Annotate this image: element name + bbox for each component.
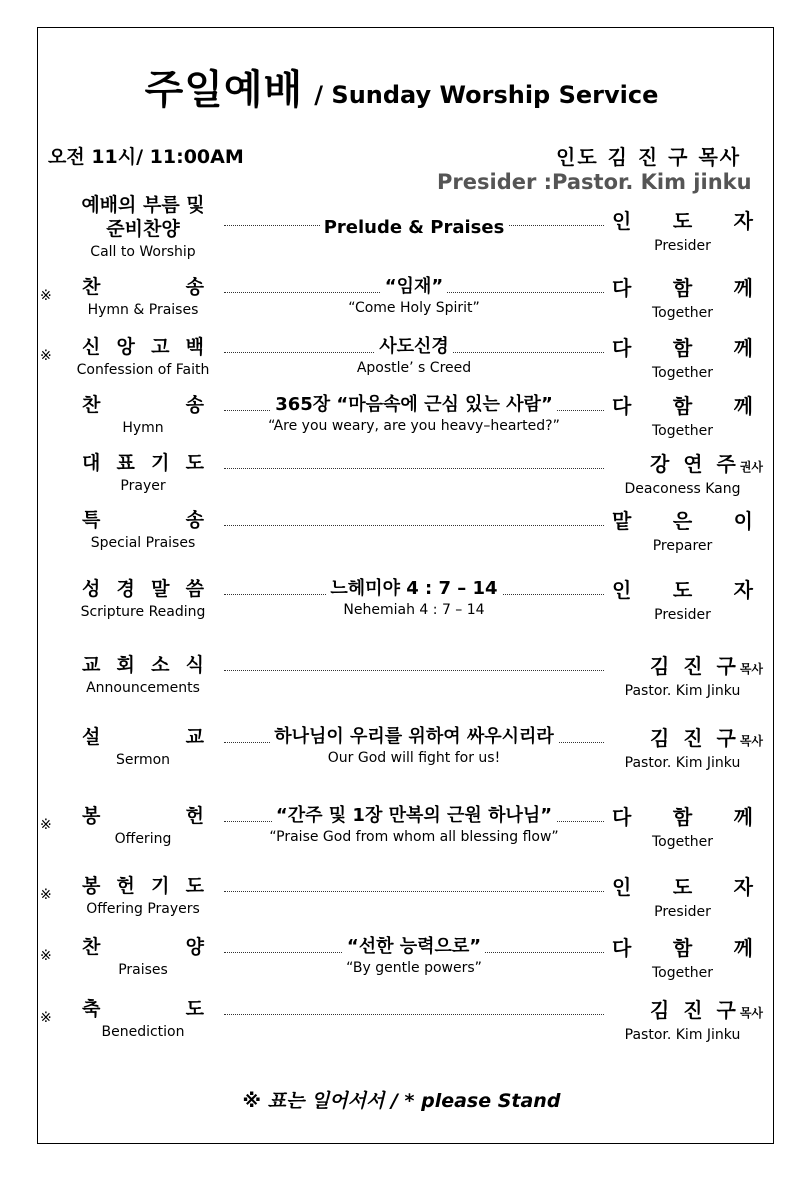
item-content-korean: 하나님이 우리를 위하여 싸우시리라	[270, 722, 558, 748]
item-title-korean: 봉 헌	[82, 805, 204, 827]
item-content	[224, 722, 604, 766]
item-leader-korean: 다 함 께	[612, 805, 753, 829]
item-title-english: Hymn	[122, 420, 164, 436]
item-leader	[612, 205, 753, 254]
item-title	[68, 650, 218, 696]
item-leader-title: 목사	[739, 734, 763, 748]
item-title-english: Special Praises	[90, 535, 196, 551]
item-leader-english: Together	[652, 305, 713, 321]
dotted-leader	[224, 891, 604, 892]
item-title-english: Offering	[114, 831, 172, 847]
item-title-korean: 축 도	[82, 998, 204, 1020]
item-leader	[612, 650, 763, 699]
item-title-korean: 찬 송	[82, 276, 204, 298]
item-title	[68, 332, 218, 378]
item-leader-english: Pastor. Kim Jinku	[624, 755, 741, 771]
item-title-korean: 예배의 부름 및 준비찬양	[81, 194, 205, 240]
item-leader	[612, 801, 753, 850]
item-leader-english: Preparer	[652, 538, 713, 554]
item-content-korean: Prelude & Praises	[320, 217, 509, 238]
item-leader-english: Presider	[654, 904, 711, 920]
item-leader	[612, 574, 753, 623]
item-title-korean: 대 표 기 도	[82, 452, 204, 474]
item-leader-korean: 맡 은 이	[612, 509, 753, 533]
item-leader-english: Together	[652, 834, 713, 850]
item-title-english: Benediction	[101, 1024, 185, 1040]
item-leader-name: 강 연 주	[650, 452, 736, 476]
item-leader-name: 김 진 구	[650, 726, 736, 750]
item-title-english: Scripture Reading	[80, 604, 206, 620]
item-content-english: Nehemiah 4 : 7 – 14	[343, 602, 485, 618]
item-content-korean: 사도신경	[375, 332, 453, 358]
item-content-english: Apostle’ s Creed	[356, 360, 472, 376]
item-content-english: “Are you weary, are you heavy–hearted?”	[268, 418, 560, 434]
stand-mark-icon: ※	[40, 288, 52, 304]
item-title-english: Prayer	[120, 478, 166, 494]
item-title-english: Confession of Faith	[76, 362, 210, 378]
dotted-leader	[224, 1014, 604, 1015]
stand-note: ※ 표는 일어서서 / * please Stand	[242, 1090, 561, 1112]
item-leader-korean	[612, 994, 763, 1023]
stand-mark-icon: ※	[40, 817, 52, 833]
item-leader	[612, 871, 753, 920]
item-leader-english: Presider	[654, 238, 711, 254]
item-leader	[612, 932, 753, 981]
item-content	[224, 801, 604, 845]
item-leader-korean: 다 함 께	[612, 336, 753, 360]
item-title	[68, 390, 218, 436]
item-leader-english: Pastor. Kim Jinku	[624, 683, 741, 699]
item-title-korean: 찬 양	[82, 936, 204, 958]
leader-korean: 인도 김 진 구 목사	[556, 145, 742, 169]
item-leader-korean	[612, 448, 763, 477]
item-content-english: “Come Holy Spirit”	[348, 300, 480, 316]
item-leader	[612, 505, 753, 554]
item-content-korean: “임재”	[381, 272, 447, 298]
item-leader	[612, 332, 753, 381]
item-leader-english: Together	[652, 423, 713, 439]
item-content	[224, 932, 604, 976]
item-title-english: Call to Worship	[90, 244, 196, 260]
item-title	[68, 871, 218, 917]
item-title-english: Praises	[118, 962, 168, 978]
item-title-korean: 성 경 말 씀	[82, 578, 204, 600]
item-leader-title: 권사	[739, 460, 763, 474]
item-title	[68, 801, 218, 847]
presider-english: Presider :Pastor. Kim jinku	[437, 170, 752, 194]
item-content-english: “By gentle powers”	[346, 960, 482, 976]
item-title	[68, 448, 218, 494]
item-title-korean: 교 회 소 식	[82, 654, 204, 676]
dotted-leader	[224, 468, 604, 469]
item-title-english: Sermon	[115, 752, 171, 768]
item-leader	[612, 272, 753, 321]
item-content	[224, 574, 604, 618]
item-title-korean: 찬 송	[82, 394, 204, 416]
item-leader-korean	[612, 650, 763, 679]
dotted-leader	[224, 670, 604, 671]
item-title-korean: 신 앙 고 백	[82, 336, 204, 358]
item-leader-english: Together	[652, 965, 713, 981]
item-leader-korean: 인 도 자	[612, 209, 753, 233]
item-content	[224, 332, 604, 376]
item-title	[68, 722, 218, 768]
item-leader-english: Together	[652, 365, 713, 381]
item-leader-korean: 다 함 께	[612, 936, 753, 960]
item-content-korean: 느헤미야 4 : 7 – 14	[326, 574, 501, 600]
service-time: 오전 11시/ 11:00AM	[48, 146, 244, 168]
item-title-korean: 봉 헌 기 도	[82, 875, 204, 897]
item-content-korean: “선한 능력으로”	[343, 932, 485, 958]
item-leader	[612, 994, 763, 1043]
item-title-korean: 설 교	[82, 726, 204, 748]
stand-mark-icon: ※	[40, 948, 52, 964]
item-leader-korean: 다 함 께	[612, 394, 753, 418]
item-content-korean: 365장 “마음속에 근심 있는 사람”	[271, 390, 557, 416]
item-title	[68, 193, 218, 260]
stand-mark-icon: ※	[40, 348, 52, 364]
item-title-english: Hymn & Praises	[87, 302, 199, 318]
item-content	[224, 272, 604, 316]
item-title	[68, 574, 218, 620]
dotted-leader	[224, 525, 604, 526]
item-title	[68, 994, 218, 1040]
item-content-english: Our God will fight for us!	[327, 750, 501, 766]
item-leader-english: Pastor. Kim Jinku	[624, 1027, 741, 1043]
item-leader-name: 김 진 구	[650, 998, 736, 1022]
item-leader	[612, 448, 763, 497]
item-title-english: Announcements	[86, 680, 200, 696]
item-leader-title: 목사	[739, 662, 763, 676]
item-content-english: “Praise God from whom all blessing flow”	[269, 829, 559, 845]
page-title	[0, 58, 803, 115]
item-title-korean: 특 송	[82, 509, 204, 531]
item-leader-korean	[612, 722, 763, 751]
item-content	[224, 193, 604, 238]
item-content	[224, 390, 604, 434]
item-leader-english: Deaconess Kang	[624, 481, 741, 497]
item-content-korean: “간주 및 1장 만복의 근원 하나님”	[272, 801, 556, 827]
item-leader-english: Presider	[654, 607, 711, 623]
item-title	[68, 505, 218, 551]
item-leader	[612, 390, 753, 439]
item-leader-title: 목사	[739, 1006, 763, 1020]
title-english: / Sunday Worship Service	[314, 81, 659, 109]
item-leader-korean: 인 도 자	[612, 578, 753, 602]
item-leader-korean: 인 도 자	[612, 875, 753, 899]
title-korean: 주일예배	[144, 67, 304, 113]
item-title	[68, 272, 218, 318]
item-leader	[612, 722, 763, 771]
item-leader-name: 김 진 구	[650, 654, 736, 678]
item-title	[68, 932, 218, 978]
stand-mark-icon: ※	[40, 887, 52, 903]
item-leader-korean: 다 함 께	[612, 276, 753, 300]
item-title-english: Offering Prayers	[86, 901, 200, 917]
stand-mark-icon: ※	[40, 1010, 52, 1026]
